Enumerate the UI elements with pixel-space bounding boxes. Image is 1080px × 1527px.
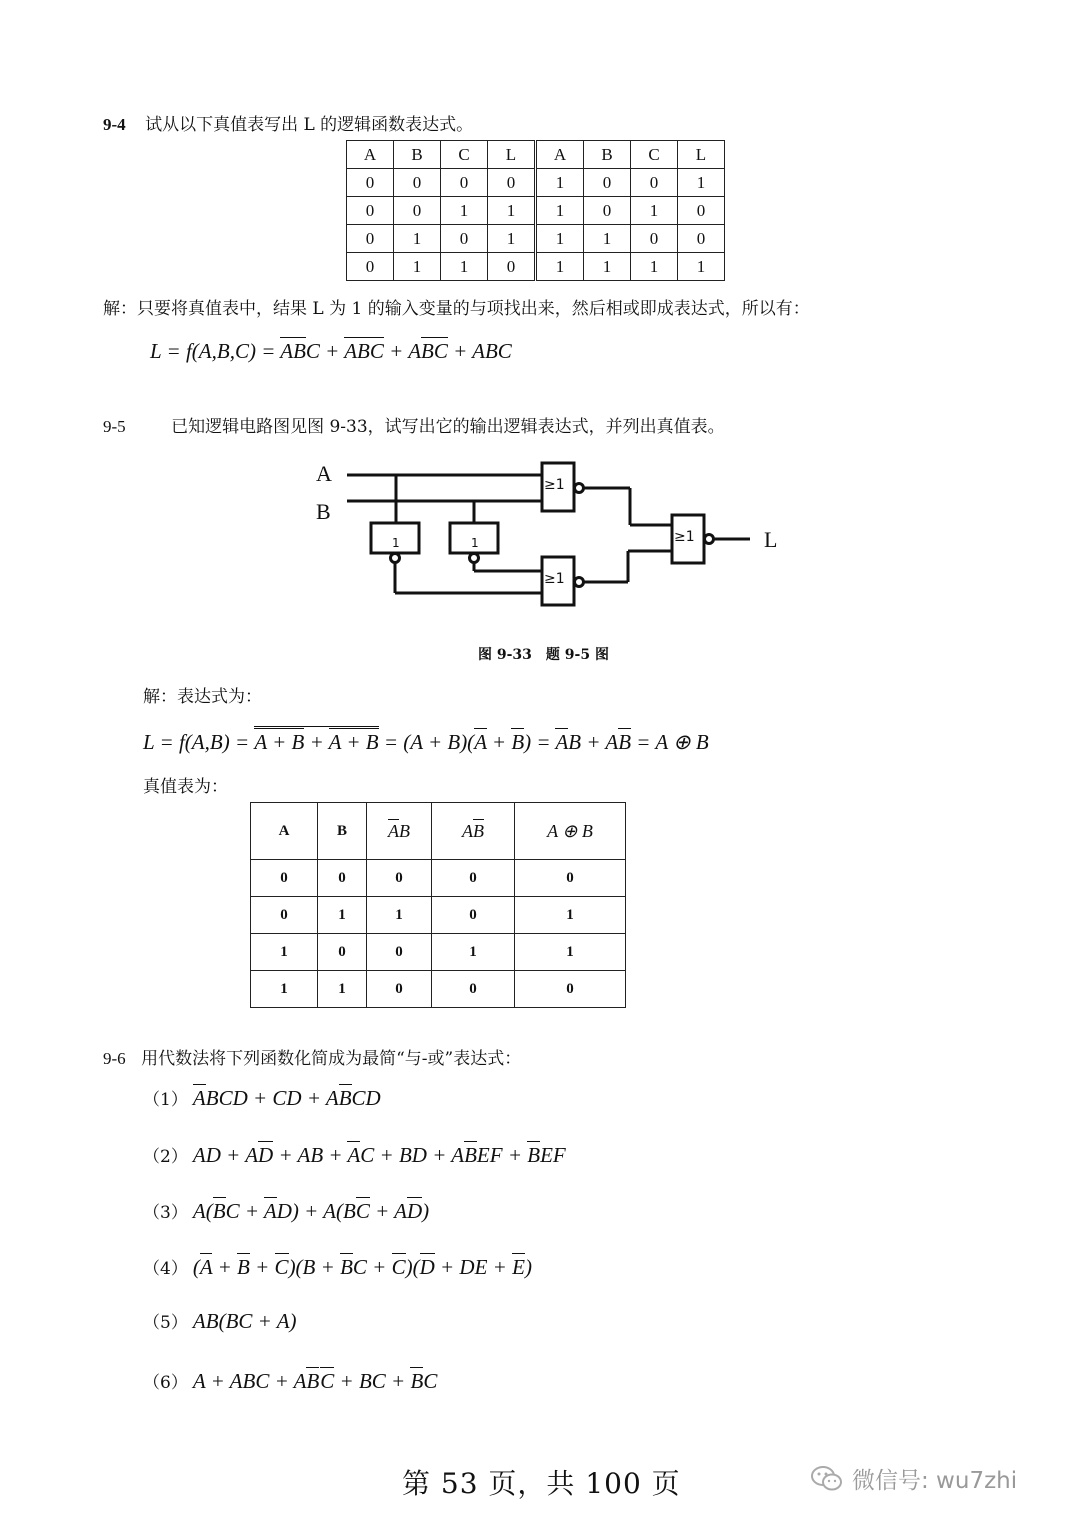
formula-part: +: [383, 339, 409, 363]
item-label: （1）: [143, 1090, 188, 1110]
table-cell: 1: [394, 225, 441, 253]
formula-part: A: [388, 820, 399, 841]
not-gate-label: 1: [392, 536, 400, 550]
formula-part: B: [399, 820, 410, 841]
table-cell: 1: [318, 971, 367, 1008]
formula-part: = A ⊕ B: [631, 730, 709, 754]
table-cell: 1: [251, 971, 318, 1008]
exercise-item-5: [143, 1308, 297, 1334]
item-label: （2）: [143, 1147, 188, 1167]
exercise-item-3: [143, 1198, 429, 1224]
table-cell: 1: [678, 253, 725, 281]
table-cell: 1: [536, 225, 584, 253]
table-cell: 0: [432, 860, 515, 897]
wechat-icon: [810, 1465, 844, 1493]
formula-part: B: [511, 730, 525, 754]
table-cell: 0: [678, 197, 725, 225]
table-cell: L: [488, 141, 536, 169]
table-cell: 1: [432, 934, 515, 971]
truth-table-label: 真值表为：: [143, 777, 228, 797]
problem-number: 9-5: [103, 417, 126, 436]
table-cell: B: [318, 803, 367, 860]
formula-part: A + B: [254, 730, 305, 754]
item-label: （3）: [143, 1203, 188, 1223]
table-cell: 1: [251, 934, 318, 971]
logic-circuit-diagram: [300, 455, 800, 615]
table-cell: B: [584, 141, 631, 169]
table-row: [251, 934, 626, 971]
table-cell: 0: [584, 169, 631, 197]
formula-part: A ⊕ B: [547, 820, 593, 841]
table-cell: 1: [678, 169, 725, 197]
or-gate-label: ≥1: [674, 529, 695, 545]
outer-bar: [254, 726, 378, 755]
table-cell: 0: [318, 934, 367, 971]
table-cell: 1: [515, 897, 626, 934]
solution-label: 解：表达式为：: [143, 687, 262, 707]
table-row: [347, 169, 725, 197]
table-cell: 1: [318, 897, 367, 934]
problem-9-5-heading: [103, 412, 725, 437]
table-header-row: [251, 803, 626, 860]
table-header-row: [347, 141, 725, 169]
wechat-watermark: [810, 1462, 1017, 1495]
table-cell: 0: [488, 253, 536, 281]
table-cell: L: [678, 141, 725, 169]
item-expression: A + ABC + ABC + BC + BC: [192, 1369, 438, 1393]
table-cell: 0: [367, 934, 432, 971]
table-cell: 1: [536, 253, 584, 281]
table-row: [347, 225, 725, 253]
input-b-label: B: [316, 499, 331, 524]
formula-part: +: [447, 339, 473, 363]
problem-number: 9-6: [103, 1049, 126, 1068]
figure-caption: 图 9-33 题 9-5 图: [478, 647, 609, 663]
exercise-item-2: [143, 1142, 566, 1168]
table-cell: 0: [367, 860, 432, 897]
table-cell: 1: [488, 197, 536, 225]
formula-part: AB: [280, 339, 306, 363]
formula-part: A: [555, 730, 569, 754]
table-cell: 1: [631, 253, 678, 281]
input-a-label: A: [316, 461, 332, 486]
item-expression: (A + B + C)(B + BC + C)(D + DE + E): [192, 1255, 532, 1279]
solution-9-4: 解：只要将真值表中，结果 L 为 1 的输入变量的与项找出来，然后相或即成表达式，所以有：: [103, 299, 810, 319]
formula-part: A: [474, 730, 487, 754]
formula-part: + A: [581, 730, 619, 754]
problem-text: 用代数法将下列函数化简成为最简“与-或”表达式：: [141, 1049, 522, 1069]
formula-part: L = f(A,B,C) =: [150, 339, 281, 363]
formula-part: BC: [421, 339, 448, 363]
watermark-text: 微信号: wu7zhi: [852, 1468, 1018, 1494]
problem-number: 9-4: [103, 115, 126, 134]
formula-part: A: [344, 339, 358, 363]
table-cell: C: [441, 141, 488, 169]
table-cell: 0: [394, 169, 441, 197]
or-gate-label: ≥1: [544, 571, 565, 587]
problem-9-6-heading: [103, 1044, 521, 1069]
or-gate-label: ≥1: [544, 477, 565, 493]
table-row: [347, 253, 725, 281]
table-cell: A: [536, 141, 584, 169]
item-label: （5）: [143, 1313, 188, 1333]
formula-part: +: [304, 730, 329, 754]
table-cell: 1: [584, 225, 631, 253]
item-expression: AB(BC + A): [192, 1309, 297, 1333]
table-cell: 0: [367, 971, 432, 1008]
table-cell: [367, 803, 432, 860]
problem-text: 已知逻辑电路图见图 9-33，试写出它的输出逻辑表达式，并列出真值表。: [171, 417, 725, 437]
exercise-item-1: [143, 1085, 381, 1111]
table-cell: 0: [515, 971, 626, 1008]
page-number: 第 53 页，共 100 页: [402, 1467, 681, 1500]
table-cell: [432, 803, 515, 860]
formula-part: ) =: [524, 730, 556, 754]
item-label: （6）: [143, 1373, 188, 1393]
table-cell: A: [251, 803, 318, 860]
formula-part: +: [341, 730, 366, 754]
formula-part: A: [408, 339, 422, 363]
formula-part: B: [365, 730, 379, 754]
table-cell: 1: [631, 197, 678, 225]
table-cell: 1: [488, 225, 536, 253]
table-cell: C: [631, 141, 678, 169]
table-cell: 1: [441, 253, 488, 281]
table-cell: 0: [251, 860, 318, 897]
table-cell: [515, 803, 626, 860]
formula-part: B: [568, 730, 582, 754]
table-cell: 0: [432, 971, 515, 1008]
table-cell: 1: [584, 253, 631, 281]
table-row: [251, 860, 626, 897]
table-cell: 0: [347, 197, 394, 225]
problem-text: 试从以下真值表写出 L 的逻辑函数表达式。: [145, 115, 474, 135]
table-cell: 0: [678, 225, 725, 253]
table-cell: 0: [584, 197, 631, 225]
formula-part: ABC: [472, 339, 512, 363]
table-row: [251, 897, 626, 934]
formula-part: L = f(A,B) =: [143, 730, 255, 754]
item-label: （4）: [143, 1259, 188, 1279]
not-gate-label: 1: [471, 536, 479, 550]
table-cell: 1: [515, 934, 626, 971]
exercise-item-6: [143, 1368, 437, 1394]
table-cell: 1: [394, 253, 441, 281]
table-cell: 0: [347, 169, 394, 197]
table-cell: 1: [536, 197, 584, 225]
table-cell: 1: [441, 197, 488, 225]
output-l-label: L: [764, 527, 778, 552]
table-cell: 0: [251, 897, 318, 934]
item-expression: A(BC + AD) + A(BC + AD): [192, 1199, 430, 1223]
table-cell: 0: [441, 225, 488, 253]
formula-9-5: [143, 726, 709, 755]
table-cell: 0: [394, 197, 441, 225]
table-cell: 0: [432, 897, 515, 934]
formula-part: BC: [357, 339, 384, 363]
table-cell: 0: [515, 860, 626, 897]
truth-table-9-5: [250, 802, 626, 1008]
item-expression: AD + AD + AB + AC + BD + ABEF + BEF: [192, 1143, 566, 1167]
formula-part: B: [618, 730, 632, 754]
exercise-item-4: [143, 1254, 532, 1280]
formula-part: C +: [305, 339, 345, 363]
table-row: [251, 971, 626, 1008]
table-cell: A: [347, 141, 394, 169]
formula-part: A: [462, 820, 473, 841]
formula-part: = (A + B)(: [378, 730, 475, 754]
problem-9-4-heading: [103, 110, 473, 135]
table-cell: 0: [441, 169, 488, 197]
table-cell: 0: [318, 860, 367, 897]
table-row: [347, 197, 725, 225]
formula-part: A: [328, 730, 342, 754]
table-cell: 0: [488, 169, 536, 197]
table-cell: 0: [631, 169, 678, 197]
table-cell: 1: [536, 169, 584, 197]
formula-9-4: [150, 339, 512, 364]
table-cell: B: [394, 141, 441, 169]
formula-part: +: [486, 730, 512, 754]
table-cell: 1: [367, 897, 432, 934]
table-cell: 0: [631, 225, 678, 253]
table-cell: 0: [347, 253, 394, 281]
formula-part: [329, 728, 379, 754]
truth-table-9-4: [346, 140, 725, 281]
table-cell: 0: [347, 225, 394, 253]
formula-part: B: [473, 820, 484, 841]
item-expression: ABCD + CD + ABCD: [192, 1086, 381, 1110]
